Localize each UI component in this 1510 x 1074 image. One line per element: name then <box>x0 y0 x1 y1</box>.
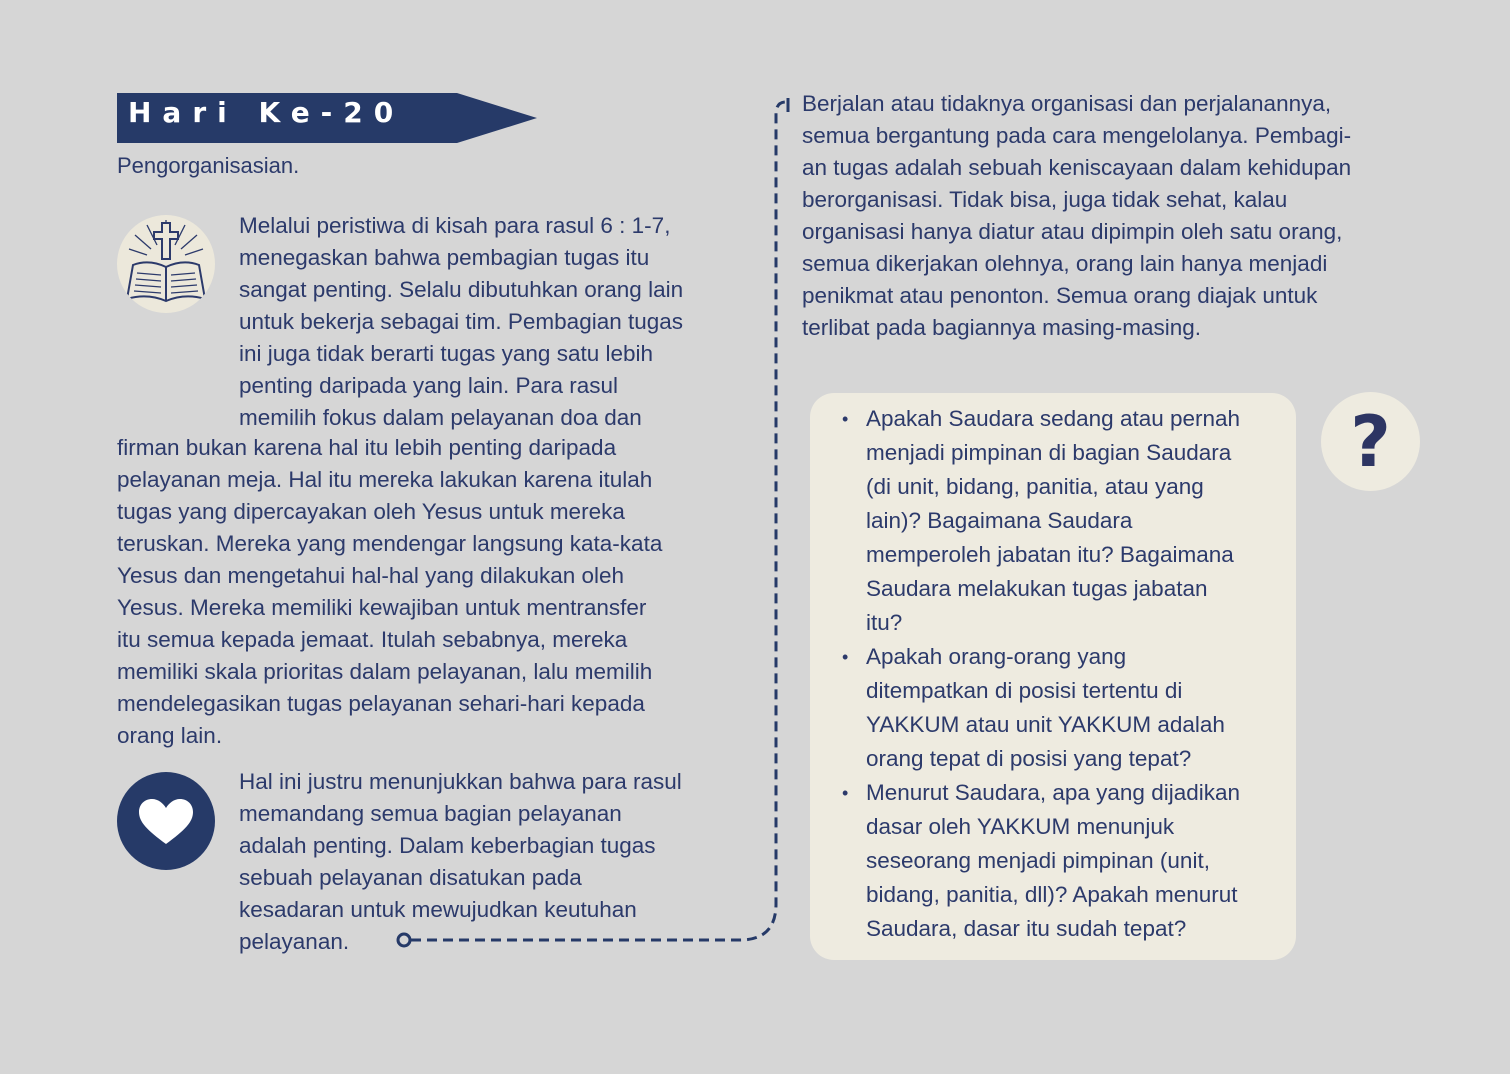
bullet: • <box>842 783 849 803</box>
page-subtitle: Pengorganisasian. <box>117 153 300 178</box>
text-line: untuk bekerja sebagai tim. Pembagian tugas <box>239 309 684 334</box>
text-line: orang lain. <box>117 723 223 748</box>
text-line: memiliki skala prioritas dalam pelayanan, lalu memilih <box>117 659 653 684</box>
text-line: dasar oleh YAKKUM menunjuk <box>866 814 1175 839</box>
text-line: menegaskan bahwa pembagian tugas itu <box>239 245 650 270</box>
text-line: itu semua kepada jemaat. Itulah sebabnya, mereka <box>117 627 628 652</box>
text-line: itu? <box>866 610 903 635</box>
text-line: an tugas adalah sebuah keniscayaan dalam kehidupan <box>802 155 1352 180</box>
text-line: organisasi hanya diatur atau dipimpin oleh satu orang, <box>802 219 1343 244</box>
text-line: Hal ini justru menunjukkan bahwa para rasul <box>239 769 682 794</box>
text-line: seseorang menjadi pimpinan (unit, <box>866 848 1210 873</box>
text-line: YAKKUM atau unit YAKKUM adalah <box>866 712 1225 737</box>
text-line: berorganisasi. Tidak bisa, juga tidak sehat, kalau <box>802 187 1288 212</box>
text-line: semua dikerjakan olehnya, orang lain hanya menjadi <box>802 251 1328 276</box>
text-line: penikmat atau penonton. Semua orang diajak untuk <box>802 283 1318 308</box>
question-item <box>842 776 1241 946</box>
text-line: Yesus. Mereka memiliki kewajiban untuk mentransfer <box>117 595 647 620</box>
page-title: Hari Ke-20 <box>128 96 405 129</box>
text-line: Apakah Saudara sedang atau pernah <box>866 406 1241 431</box>
text-line: memilih fokus dalam pelayanan doa dan <box>239 405 642 430</box>
text-line: Saudara melakukan tugas jabatan <box>866 576 1208 601</box>
text-line: Saudara, dasar itu sudah tepat? <box>866 916 1187 941</box>
text-line: Apakah orang-orang yang <box>866 644 1127 669</box>
text-line: mendelegasikan tugas pelayanan sehari-hari kepada <box>117 691 645 716</box>
text-line: Berjalan atau tidaknya organisasi dan perjalanannya, <box>802 91 1332 116</box>
text-line: terlibat pada bagiannya masing-masing. <box>802 315 1201 340</box>
question-mark-icon: ? <box>1321 392 1420 491</box>
text-line: sangat penting. Selalu dibutuhkan orang lain <box>239 277 684 302</box>
text-line: Menurut Saudara, apa yang dijadikan <box>866 780 1241 805</box>
text-line: firman bukan karena hal itu lebih penting daripada <box>117 435 617 460</box>
text-line: menjadi pimpinan di bagian Saudara <box>866 440 1232 465</box>
text-line: pelayanan meja. Hal itu mereka lakukan karena itulah <box>117 467 653 492</box>
text-line: memandang semua bagian pelayanan <box>239 801 622 826</box>
question-list <box>842 402 1241 946</box>
bullet: • <box>842 409 849 429</box>
question-item <box>842 640 1240 776</box>
text-line: memperoleh jabatan itu? Bagaimana <box>866 542 1234 567</box>
text-line: kesadaran untuk mewujudkan keutuhan <box>239 897 637 922</box>
text-line: teruskan. Mereka yang mendengar langsung kata-kata <box>117 531 663 556</box>
text-line: semua bergantung pada cara mengelolanya. Pembagi- <box>802 123 1352 148</box>
text-line: (di unit, bidang, panitia, atau yang <box>866 474 1204 499</box>
connector-end-dot <box>398 934 410 946</box>
question-item <box>842 402 1241 640</box>
text-line: lain)? Bagaimana Saudara <box>866 508 1133 533</box>
text-line: Melalui peristiwa di kisah para rasul 6 : 1-7, <box>239 213 671 238</box>
text-line: tugas yang dipercayakan oleh Yesus untuk mereka <box>117 499 625 524</box>
text-line: bidang, panitia, dll)? Apakah menurut <box>866 882 1238 907</box>
text-line: adalah penting. Dalam keberbagian tugas <box>239 833 656 858</box>
text-line: Yesus dan mengetahui hal-hal yang dilakukan oleh <box>117 563 625 588</box>
text-line: ditempatkan di posisi tertentu di <box>866 678 1183 703</box>
text-line: penting daripada yang lain. Para rasul <box>239 373 619 398</box>
text-line: orang tepat di posisi yang tepat? <box>866 746 1192 771</box>
text-line: ini juga tidak berarti tugas yang satu lebih <box>239 341 654 366</box>
bullet: • <box>842 647 849 667</box>
text-line: sebuah pelayanan disatukan pada <box>239 865 582 890</box>
right-paragraph <box>802 88 1351 344</box>
text-line: pelayanan. <box>239 929 350 954</box>
